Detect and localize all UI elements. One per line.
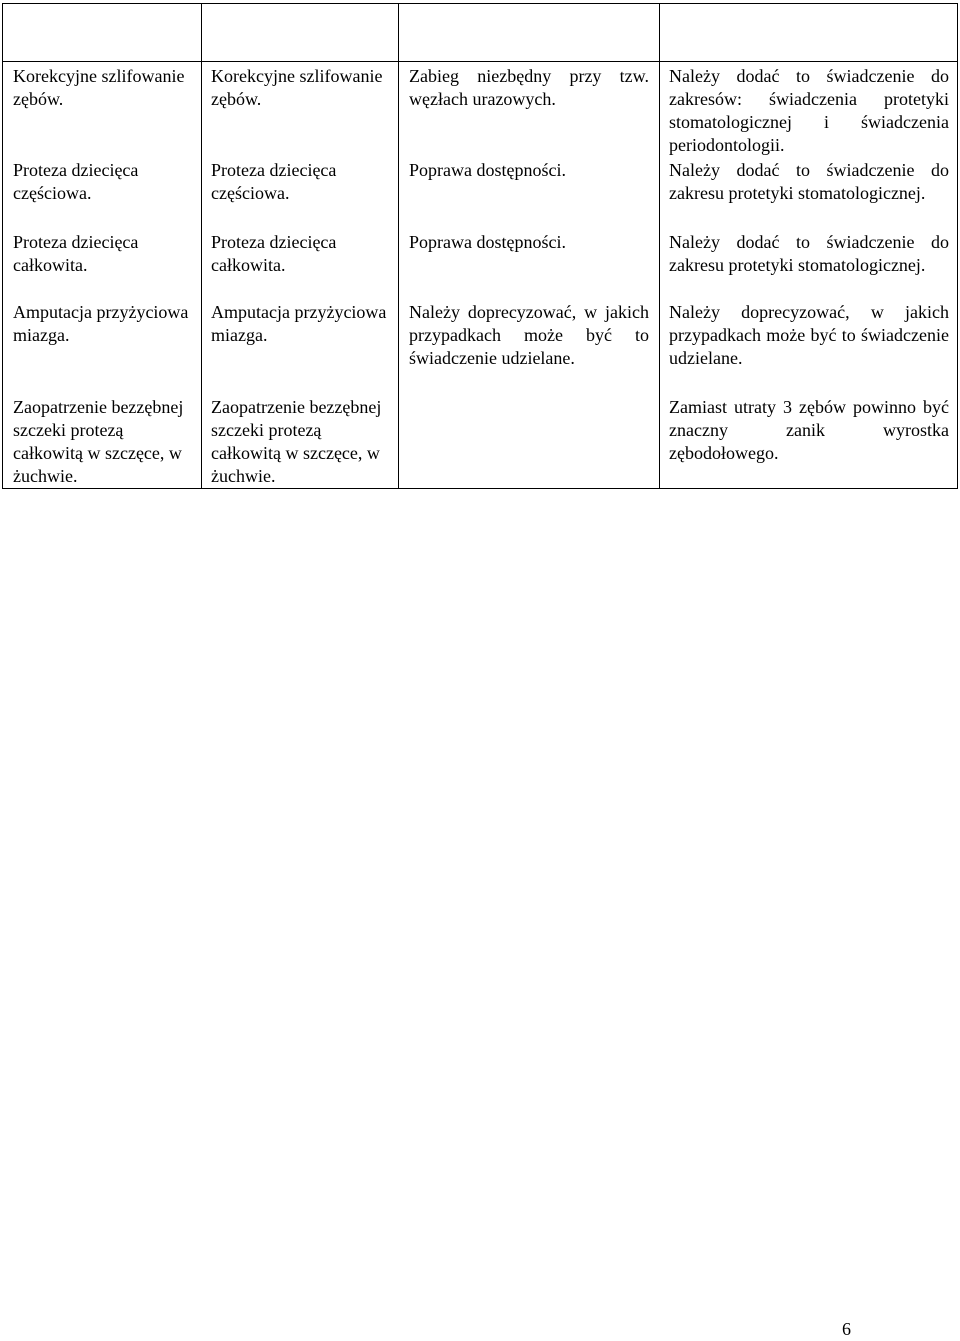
- table-cell: Poprawa dostępności.: [409, 160, 566, 180]
- table-cell: Korekcyjne szlifowanie zębów.: [211, 66, 383, 109]
- table-cell: Zaopatrzenie bezzębnej szczeki protezą całkowitą w szczęce, w żuchwie.: [211, 397, 382, 486]
- table-cell: Należy doprecyzować, w jakich przypadkach może być to świadczenie udzielane.: [669, 302, 949, 368]
- table-cell: Należy dodać to świadczenie do zakresu protetyki stomatologicznej.: [669, 160, 949, 203]
- table-cell: Amputacja przyżyciowa miazga.: [13, 302, 189, 345]
- table-cell: Należy dodać to świadczenie do zakresu protetyki stomatologicznej.: [669, 232, 949, 275]
- table-cell: Amputacja przyżyciowa miazga.: [211, 302, 387, 345]
- table-cell: Poprawa dostępności.: [409, 232, 566, 252]
- table-cell: Proteza dziecięca częściowa.: [211, 160, 337, 203]
- page-number: 6: [842, 1319, 851, 1339]
- header-row-divider: [2, 61, 958, 62]
- table-cell: Proteza dziecięca całkowita.: [13, 232, 139, 275]
- table-cell: Proteza dziecięca całkowita.: [211, 232, 337, 275]
- table-cell: Zaopatrzenie bezzębnej szczeki protezą całkowitą w szczęce, w żuchwie.: [13, 397, 184, 486]
- table-cell: Zamiast utraty 3 zębów powinno być znaczny zanik wyrostka zębodołowego.: [669, 397, 949, 463]
- table-cell: Należy doprecyzować, w jakich przypadkach może być to świadczenie udzielane.: [409, 302, 649, 368]
- table-cell: Proteza dziecięca częściowa.: [13, 160, 139, 203]
- column-divider: [398, 3, 399, 489]
- column-divider: [201, 3, 202, 489]
- table-cell: Należy dodać to świadczenie do zakresów: świadczenia protetyki stomatologicznej i świadczenia periodontologii.: [669, 66, 949, 155]
- table-cell: Zabieg niezbędny przy tzw. węzłach urazowych.: [409, 66, 649, 109]
- table-cell: Korekcyjne szlifowanie zębów.: [13, 66, 185, 109]
- column-divider: [659, 3, 660, 489]
